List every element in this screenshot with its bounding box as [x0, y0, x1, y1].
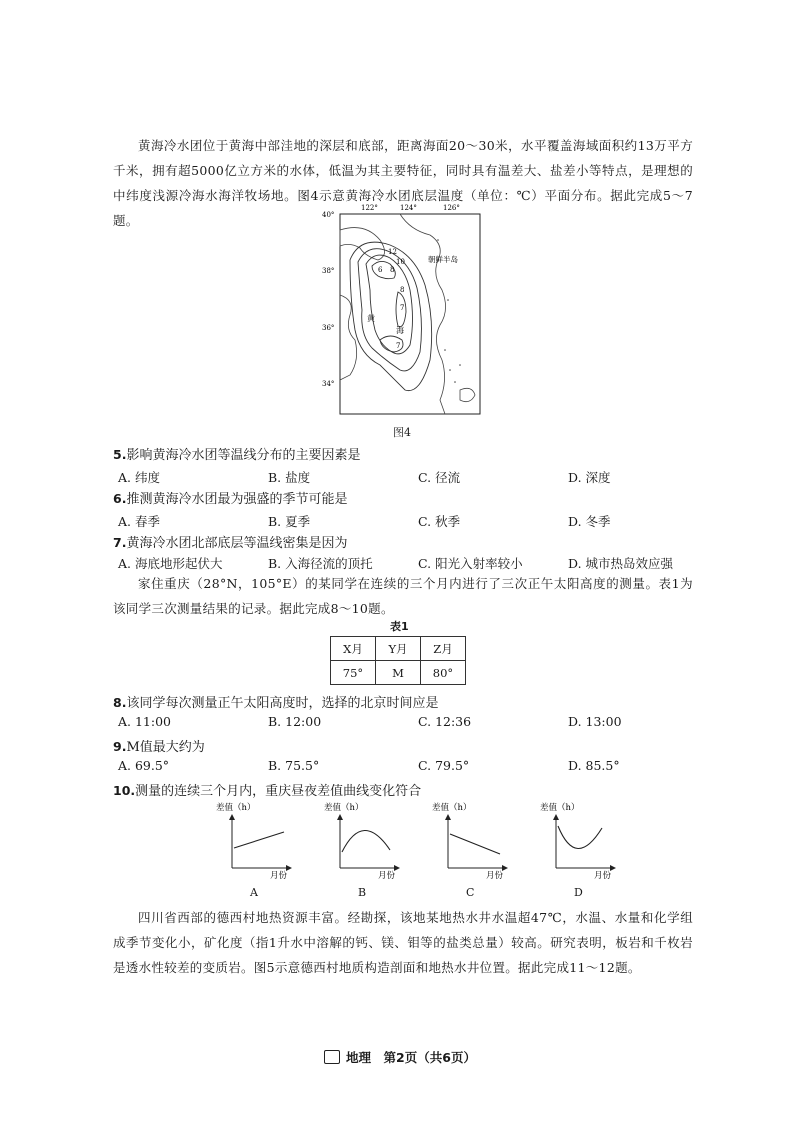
question-7-option-a: A. 海底地形起伏大: [118, 556, 223, 571]
table-1: [330, 636, 466, 685]
question-8-option-a: A. 11:00: [118, 714, 171, 729]
isotherm-label-7b: 7: [396, 342, 401, 350]
question-6-option-d: D. 冬季: [568, 514, 611, 529]
question-8-stem: 该同学每次测量正午太阳高度时，选择的北京时间应是: [126, 696, 439, 711]
table-1-value-y: M: [376, 661, 421, 685]
graph-b-xlabel: 月份: [378, 871, 396, 880]
question-5-option-a: A. 纬度: [118, 470, 160, 485]
graph-c-letter: C: [466, 886, 475, 899]
isotherm-label-10: 10: [396, 258, 405, 266]
sea-label-hai: 海: [396, 326, 404, 335]
question-5-stem: 影响黄海冷水团等温线分布的主要因素是: [126, 448, 361, 463]
publisher-logo-icon: [324, 1050, 340, 1064]
isotherm-label-12: 12: [388, 248, 397, 256]
graph-d: [534, 800, 634, 880]
page-footer: [0, 1048, 800, 1066]
question-9-stem: M值最大约为: [126, 740, 205, 755]
graph-d-xlabel: 月份: [594, 871, 612, 880]
graph-d-letter: D: [574, 886, 583, 899]
lat-label-34: 34°: [322, 380, 335, 388]
question-8: [113, 692, 438, 711]
isotherm-label-8b: 8: [400, 286, 405, 294]
intro-paragraph-1: 黄海冷水团位于黄海中部洼地的深层和底部，距离海面20～30米，水平覆盖海域面积约13万平方千米，拥有超5000亿立方米的水体，低温为其主要特征，同时具有温差大、盐差小等特点，是理想的中纬度浅源冷海水海洋牧场地。图4示意黄海冷水团底层温度（单位：℃）平面分布。据此完成5～7题。: [113, 138, 693, 228]
question-8-option-c: C. 12:36: [418, 714, 472, 729]
question-9-option-c: C. 79.5°: [418, 758, 470, 773]
question-7-stem: 黄海冷水团北部底层等温线密集是因为: [126, 536, 348, 551]
graph-b-curve: [342, 830, 390, 852]
question-8-option-d: D. 13:00: [568, 714, 622, 729]
question-5-option-d: D. 深度: [568, 470, 611, 485]
table-1-header-y: Y月: [376, 637, 421, 661]
question-10: [113, 780, 421, 799]
question-7-option-d: D. 城市热岛效应强: [568, 556, 674, 571]
lat-label-36: 36°: [322, 324, 335, 332]
graph-c-xlabel: 月份: [486, 871, 504, 880]
question-6-number: 6.: [113, 491, 127, 506]
question-8-option-b: B. 12:00: [268, 714, 322, 729]
question-5: [113, 444, 360, 463]
question-6-option-b: B. 夏季: [268, 514, 311, 529]
lon-label-122: 122°: [361, 204, 378, 212]
question-6-option-c: C. 秋季: [418, 514, 461, 529]
graph-b-letter: B: [358, 886, 367, 899]
graph-b: [318, 800, 418, 880]
lat-label-40: 40°: [322, 211, 335, 219]
question-9: [113, 736, 205, 755]
table-1-title: 表1: [390, 620, 409, 633]
question-10-stem: 测量的连续三个月内，重庆昼夜差值曲线变化符合: [135, 784, 422, 799]
question-6-stem: 推测黄海冷水团最为强盛的季节可能是: [126, 492, 348, 507]
graph-c-curve: [450, 834, 500, 854]
graph-a-letter: A: [250, 886, 258, 899]
question-9-option-a: A. 69.5°: [118, 758, 170, 773]
question-7-number: 7.: [113, 535, 127, 550]
table-1-value-row: [331, 661, 466, 685]
question-10-number: 10.: [113, 783, 136, 798]
question-6-option-a: A. 春季: [118, 514, 160, 529]
korean-peninsula-label: 朝鲜半岛: [428, 255, 458, 264]
figure-4-caption: 图4: [393, 426, 411, 439]
question-7: [113, 532, 347, 551]
graph-d-curve: [558, 826, 602, 849]
graph-b-ylabel: 差值（h）: [324, 803, 364, 813]
table-1-header-row: [331, 637, 466, 661]
question-5-number: 5.: [113, 447, 127, 462]
question-9-option-d: D. 85.5°: [568, 758, 620, 773]
graph-c-ylabel: 差值（h）: [432, 803, 472, 813]
intro-paragraph-2: 家住重庆（28°N，105°E）的某同学在连续的三个月内进行了三次正午太阳高度的测量。表1为该同学三次测量结果的记录。据此完成8～10题。: [113, 576, 693, 616]
lon-label-124: 124°: [400, 204, 417, 212]
question-5-option-c: C. 径流: [418, 470, 461, 485]
isotherm-label-8a: 8: [390, 266, 395, 274]
lon-label-126: 126°: [443, 204, 460, 212]
table-1-header-z: Z月: [421, 637, 466, 661]
question-7-option-b: B. 入海径流的顶托: [268, 556, 373, 571]
question-9-option-b: B. 75.5°: [268, 758, 320, 773]
sea-label-huang: 黄: [367, 314, 375, 323]
question-5-option-b: B. 盐度: [268, 470, 311, 485]
graph-d-ylabel: 差值（h）: [540, 803, 580, 813]
question-9-number: 9.: [113, 739, 127, 754]
graph-a-xlabel: 月份: [270, 871, 288, 880]
question-7-option-c: C. 阳光入射率较小: [418, 556, 523, 571]
question-8-number: 8.: [113, 695, 127, 710]
isotherm-label-6: 6: [378, 266, 383, 274]
question-6: [113, 488, 347, 507]
table-1-value-z: 80°: [421, 661, 466, 685]
graph-a: [210, 800, 310, 880]
lat-label-38: 38°: [322, 267, 335, 275]
graph-a-curve: [234, 832, 284, 848]
intro-paragraph-3: 四川省西部的德西村地热资源丰富。经勘探，该地某地热水井水温超47℃，水温、水量和化学组成季节变化小，矿化度（指1升水中溶解的钙、镁、钼等的盐类总量）较高。研究表明，板岩和千枚岩是透水性较差的变质岩。图5示意德西村地质构造剖面和地热水井位置。据此完成11～12题。: [113, 910, 693, 975]
isotherm-label-7a: 7: [400, 304, 405, 312]
graph-c: [426, 800, 526, 880]
table-1-header-x: X月: [331, 637, 376, 661]
footer-text: 地理 第2页（共6页）: [346, 1050, 476, 1065]
yellow-sea-map: [320, 200, 490, 425]
graph-a-ylabel: 差值（h）: [216, 803, 256, 813]
table-1-value-x: 75°: [331, 661, 376, 685]
